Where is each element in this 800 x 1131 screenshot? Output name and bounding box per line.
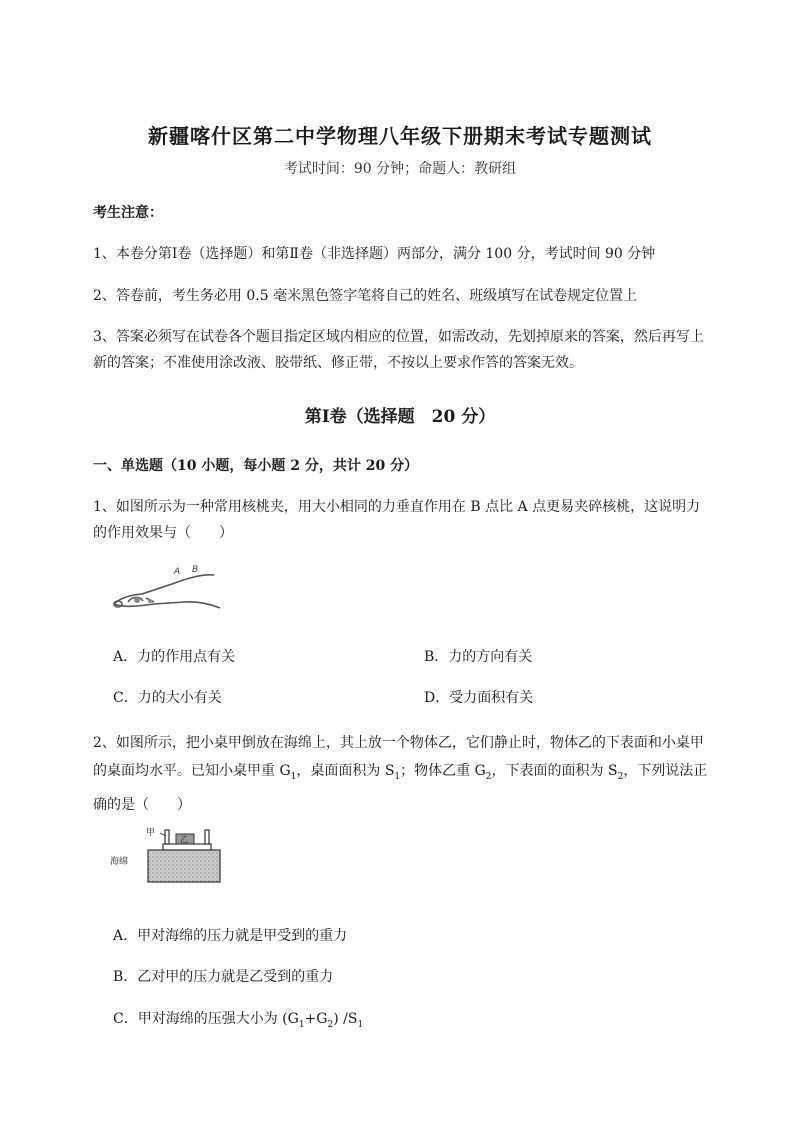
table-leg-left: [165, 830, 169, 844]
q2-option-b[interactable]: B．乙对甲的压力就是乙受到的重力: [113, 969, 334, 985]
figure-label-yi: 乙: [180, 835, 188, 844]
q2-option-c-sub3: 1: [357, 1019, 364, 1030]
nutcracker-figure: [110, 562, 225, 614]
q1-option-a[interactable]: A．力的作用点有关: [113, 649, 236, 665]
q2-option-c[interactable]: [113, 1008, 363, 1030]
part-title: 一、单选题（10 小题，每小题 2 分，共计 20 分）: [93, 458, 419, 474]
figure-label-b: B: [192, 565, 199, 575]
q2-option-c-sub1: 1: [298, 1019, 305, 1030]
q1-stem: 1、如图所示为一种常用核桃夹，用大小相同的力垂直作用在 B 点比 A 点更易夹碎核桃，这说明力的作用效果与（ ）: [93, 499, 701, 541]
q2-stem-mid3: ，下表面的面积为: [491, 763, 608, 779]
figure-label-a: A: [174, 567, 181, 577]
exam-title: 新疆喀什区第二中学物理八年级下册期末考试专题测试: [148, 124, 652, 148]
notice-item-3: 3、答案必须写在试卷各个题目指定区域内相应的位置，如需改动，先划掉原来的答案，然后再写上新的答案；不准使用涂改液、胶带纸、修正带，不按以上要求作答的答案无效。: [93, 329, 704, 371]
q2-stem-mid2: ；物体乙重: [400, 763, 475, 779]
q1-option-c[interactable]: C．力的大小有关: [113, 690, 222, 706]
q2-stem-suffix: ，下列说法正确的是（ ）: [93, 763, 708, 813]
section-title: 第Ⅰ卷（选择题 20 分）: [304, 407, 496, 427]
q2-s2: S: [607, 763, 618, 779]
q2-stem: [93, 729, 713, 819]
table-sponge-figure: [108, 824, 228, 884]
q2-g1-sub: 1: [290, 771, 297, 782]
sponge-block: [148, 850, 220, 882]
exam-subtitle: 考试时间：90 分钟；命题人：教研组: [283, 161, 517, 177]
notice-item-1: 1、本卷分第Ⅰ卷（选择题）和第Ⅱ卷（非选择题）两部分，满分 100 分，考试时间 90 分钟: [93, 246, 656, 262]
figure-label-jia: 甲: [146, 828, 156, 838]
q2-option-c-sub2: 2: [327, 1019, 334, 1030]
q2-option-c-mid2: ) /S: [333, 1011, 358, 1027]
notice-heading: 考生注意：: [93, 205, 163, 221]
q2-stem-prefix: 2、如图所示，把小桌甲倒放在海绵上，其上放一个物体乙，它们静止时，物体乙的下表面和小桌甲的桌面均水平。已知小桌甲重: [93, 735, 704, 779]
figure-label-sponge: 海绵: [110, 857, 129, 867]
table-top: [163, 844, 211, 850]
q2-g2-sub: 2: [485, 771, 492, 782]
table-leg-right: [205, 830, 209, 844]
q2-stem-mid1: ，桌面面积为: [296, 763, 385, 779]
notice-item-2: 2、答卷前，考生务必用 0.5 毫米黑色签字笔将自己的姓名、班级填写在试卷规定位置上: [93, 288, 638, 304]
q2-g2: G: [474, 763, 486, 779]
q2-option-c-prefix: C．甲对海绵的压强大小为 (G: [113, 1011, 299, 1027]
q1-option-d[interactable]: D．受力面积有关: [424, 690, 534, 706]
q1-option-b[interactable]: B．力的方向有关: [424, 649, 533, 665]
q2-s1-sub: 1: [394, 771, 401, 782]
q2-option-a[interactable]: A．甲对海绵的压力就是甲受到的重力: [113, 928, 348, 944]
q2-s1: S: [384, 763, 395, 779]
q2-option-c-mid: +G: [304, 1011, 328, 1027]
q2-s2-sub: 2: [617, 771, 624, 782]
q2-g1: G: [279, 763, 291, 779]
